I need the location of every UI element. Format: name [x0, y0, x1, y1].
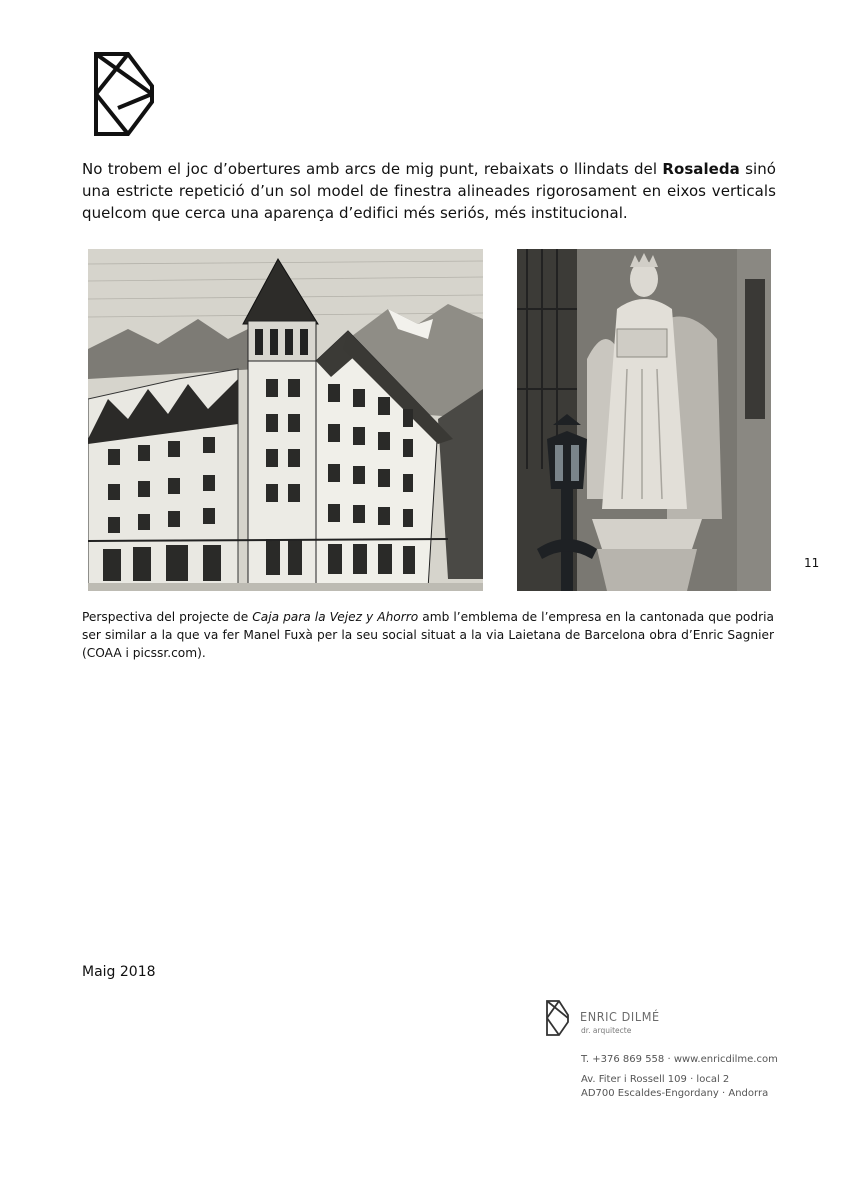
sculpture-photo-image	[517, 249, 771, 591]
contact-line: T. +376 869 558 · www.enricdilme.com	[581, 1054, 778, 1065]
hotel-drawing-image	[88, 249, 483, 591]
intro-bold-term: Rosaleda	[662, 160, 740, 178]
brand-name: ENRIC DILMÉ	[580, 1009, 660, 1024]
intro-text-continued: sinó una estricte repetició d’un sol model de finestra alineades rigorosament en eixos verticals quelcom que cerca una aparença d’edifici més seriós, més institucional.	[82, 160, 777, 222]
caption-text: Perspectiva del projecte de	[82, 610, 253, 624]
intro-text: No trobem el joc d’obertures amb arcs de mig punt, rebaixats o llindats del	[82, 160, 663, 178]
logo-mark-icon	[88, 48, 158, 140]
footer-logo	[544, 998, 570, 1038]
address-line-1: Av. Fiter i Rossell 109 · local 2	[581, 1074, 730, 1085]
document-date: Maig 2018	[82, 964, 156, 980]
intro-paragraph	[82, 158, 776, 224]
caption-italic-title: Caja para la Vejez y Ahorro	[252, 610, 419, 624]
brand-logo	[88, 48, 158, 140]
logo-mark-icon	[544, 998, 570, 1038]
address-line-2: AD700 Escaldes-Engordany · Andorra	[581, 1088, 769, 1099]
figure-caption	[82, 608, 774, 662]
caption-text-continued: amb l’emblema de l’empresa en la cantonada que podria ser similar a la que va fer Manel Fuxà per la seu social situat a la via Laietana de Barcelona obra d’Enric Sagnier (COAA i picssr.com).	[82, 610, 774, 660]
page-number: 11	[804, 556, 820, 570]
brand-subtitle: dr. arquitecte	[581, 1026, 632, 1035]
